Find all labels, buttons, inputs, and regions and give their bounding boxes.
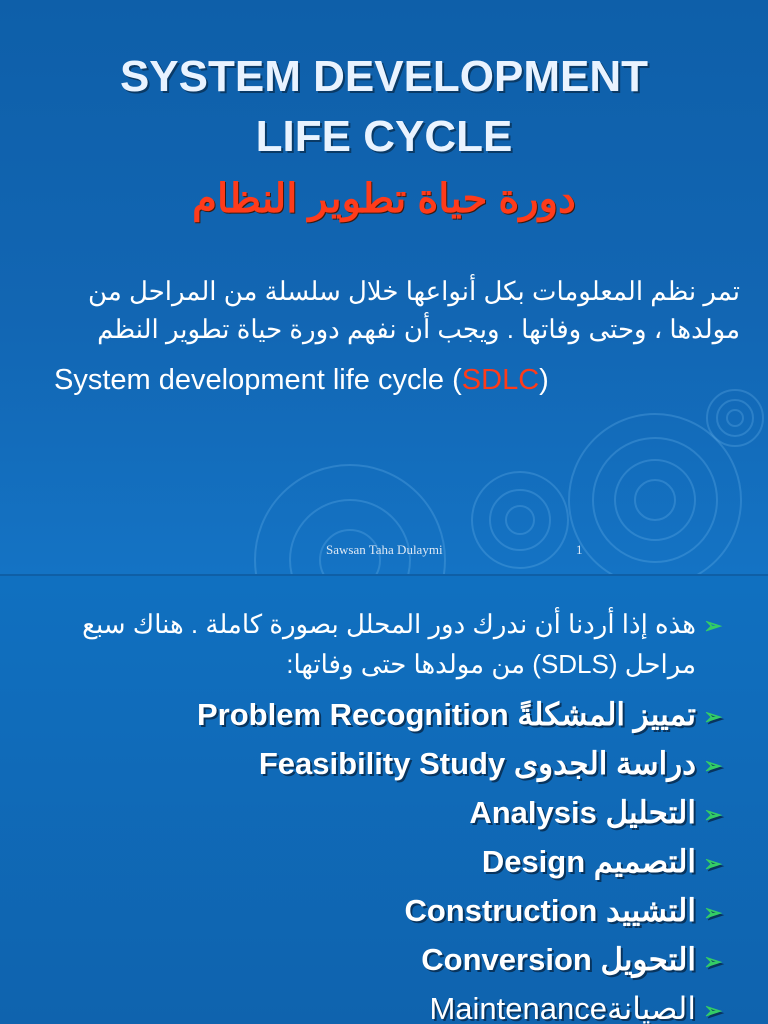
sdlc-suffix: ) <box>539 364 549 396</box>
arrow-bullet-icon: ➢ <box>703 753 722 778</box>
arrow-bullet-icon: ➢ <box>703 900 722 925</box>
stage-ar: الصيانة <box>607 991 696 1024</box>
stage-en: Feasibility Study <box>258 746 506 781</box>
stage-item <box>42 984 722 1024</box>
arabic-paragraph: تمر نظم المعلومات بكل أنواعها خلال سلسلة من المراحل من مولدها ، وحتى وفاتها . ويجب أن نفهم دورة حياة تطوير النظم <box>88 276 740 344</box>
title-line-2: LIFE CYCLE <box>255 112 513 161</box>
stage-item <box>42 935 722 984</box>
sdlc-line <box>54 364 549 397</box>
intro-item <box>42 604 722 684</box>
slide-2 <box>0 576 768 1024</box>
stage-en: Problem Recognition <box>197 697 509 732</box>
intro-text: هذه إذا أردنا أن ندرك دور المحلل بصورة كاملة . هناك سبع مراحل (SDLS) من مولدها حتى وفاتها: <box>82 609 696 679</box>
stage-item <box>42 788 722 837</box>
stage-en: Analysis <box>469 795 597 830</box>
arrow-bullet-icon: ➢ <box>703 613 722 638</box>
stage-ar: التحليل <box>605 795 696 830</box>
arrow-bullet-icon: ➢ <box>703 802 722 827</box>
arrow-bullet-icon: ➢ <box>703 949 722 974</box>
arrow-bullet-icon: ➢ <box>703 851 722 876</box>
sdlc-prefix: System development life cycle ( <box>54 364 462 396</box>
footer-author: Sawsan Taha Dulaymi <box>326 542 443 557</box>
footer-page-number: 1 <box>576 542 583 557</box>
stages-list <box>42 604 722 1024</box>
stage-item <box>42 886 722 935</box>
stage-item <box>42 837 722 886</box>
stage-ar: التحويل <box>600 942 696 977</box>
stage-en: Conversion <box>421 942 592 977</box>
title-arabic: دورة حياة تطوير النظام <box>192 177 576 221</box>
stage-ar: التصميم <box>593 844 696 879</box>
stage-en: Design <box>481 844 586 879</box>
sdlc-acronym: SDLC <box>461 364 540 396</box>
stage-ar: تمييز المشكلةً <box>517 697 696 732</box>
stage-item <box>42 690 722 739</box>
stage-en: Maintenance <box>429 991 607 1024</box>
stage-ar: التشييد <box>605 893 696 928</box>
stage-item <box>42 739 722 788</box>
stage-ar: دراسة الجدوى <box>513 746 696 781</box>
stage-en: Construction <box>404 893 598 928</box>
title-line-1: SYSTEM DEVELOPMENT <box>119 52 649 101</box>
arrow-bullet-icon: ➢ <box>703 704 722 729</box>
arrow-bullet-icon: ➢ <box>703 998 722 1023</box>
